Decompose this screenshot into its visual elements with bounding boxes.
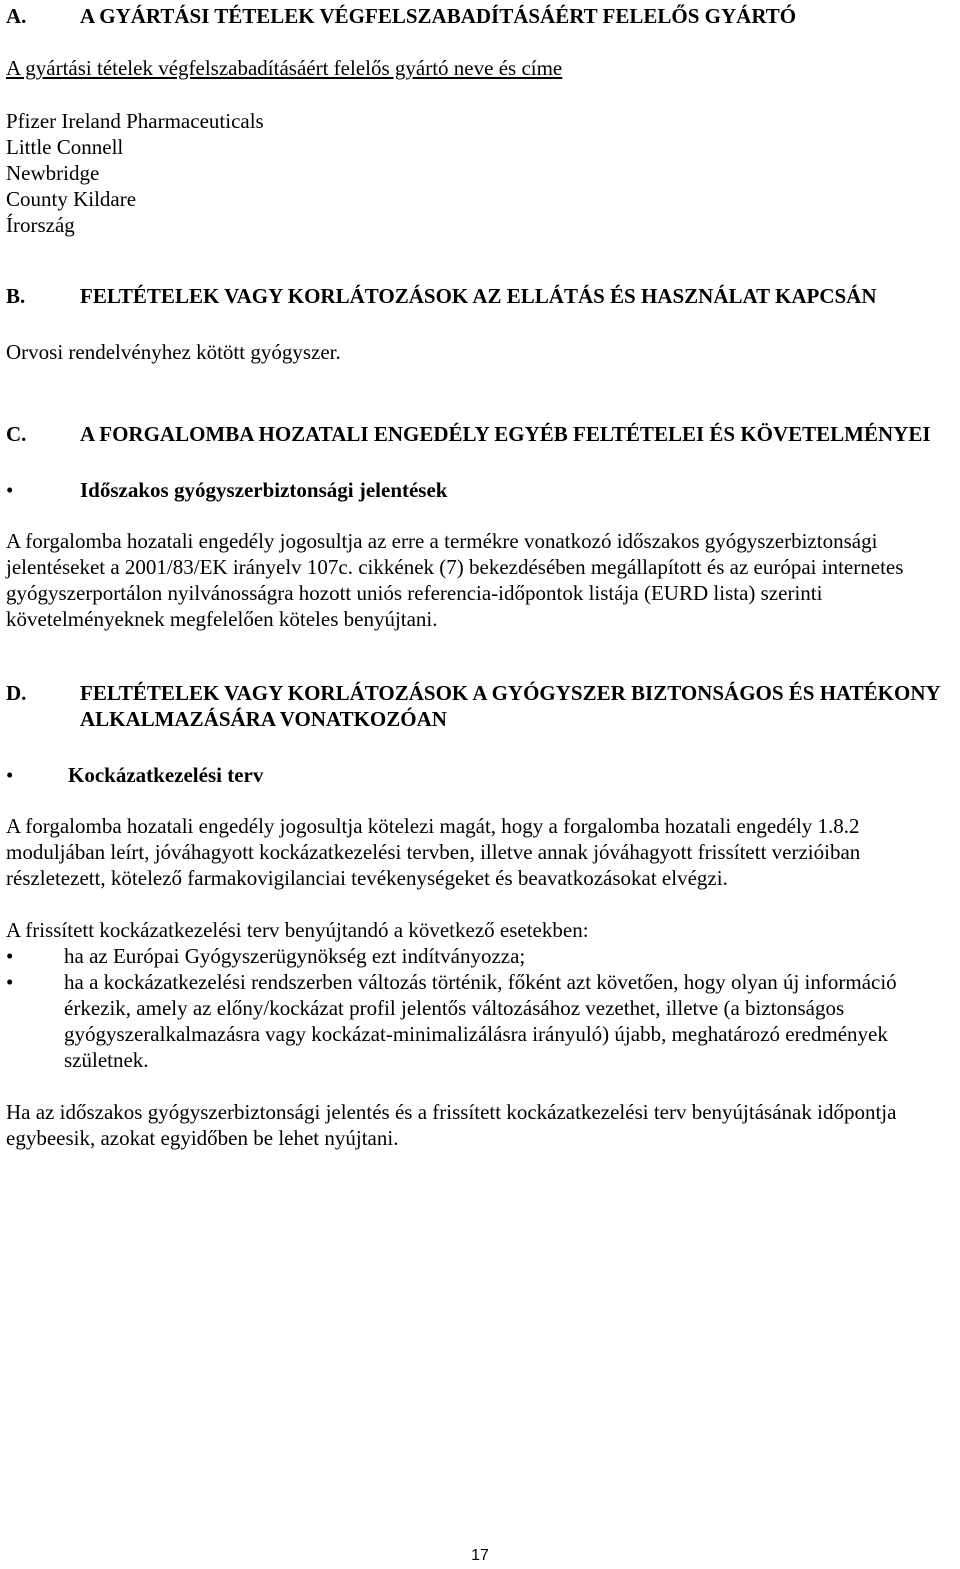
section-b-heading <box>6 283 954 309</box>
section-c-letter: C. <box>6 422 27 446</box>
section-d-heading <box>6 680 954 732</box>
psur-heading <box>6 477 954 503</box>
address-line: Írország <box>6 213 75 237</box>
list-item <box>6 969 954 1073</box>
document-page <box>6 0 954 1151</box>
rmp-heading-text: Kockázatkezelési terv <box>68 763 264 787</box>
rmp-heading <box>6 762 954 788</box>
address-line: County Kildare <box>6 187 137 211</box>
section-b-text: Orvosi rendelvényhez kötött gyógyszer. <box>6 340 341 364</box>
list-item-text: ha az Európai Gyógyszerügynökség ezt indítványozza; <box>64 944 526 968</box>
bullet-icon: • <box>6 478 14 502</box>
manufacturer-address <box>6 108 954 238</box>
list-item <box>6 943 954 969</box>
address-line: Little Connell <box>6 135 124 159</box>
section-d-letter: D. <box>6 681 27 705</box>
section-c-text: A forgalomba hozatali engedély jogosultja az erre a termékre vonatkozó időszakos gyógyszerbiztonsági jelentéseket a 2001/83/EK irányelv 107c. cikkének (7) bekezdésében megállapított és az európai internetes gyógyszerportálon nyilvánosságra hozott uniós referencia-időpontok listája (EURD lista) szerinti követelményeknek megfelelően köteles benyújtani. <box>6 529 904 631</box>
address-line: Newbridge <box>6 161 100 185</box>
section-a-letter: A. <box>6 4 27 28</box>
section-a-title: A GYÁRTÁSI TÉTELEK VÉGFELSZABADÍTÁSÁÉRT FELELŐS GYÁRTÓ <box>80 4 797 28</box>
rmp-submission-list <box>6 943 954 1073</box>
psur-heading-text: Időszakos gyógyszerbiztonsági jelentések <box>80 478 448 502</box>
bullet-icon: • <box>6 763 14 787</box>
bullet-icon: • <box>6 970 14 994</box>
section-c-title: A FORGALOMBA HOZATALI ENGEDÉLY EGYÉB FELTÉTELEI ÉS KÖVETELMÉNYEI <box>80 422 931 446</box>
manufacturer-subtitle: A gyártási tételek végfelszabadításáért felelős gyártó neve és címe <box>6 56 563 80</box>
section-d-text-3: Ha az időszakos gyógyszerbiztonsági jelentés és a frissített kockázatkezelési terv benyújtásának időpontja egybeesik, azokat egyidőben be lehet nyújtani. <box>6 1100 897 1150</box>
list-item-text: ha a kockázatkezelési rendszerben változás történik, főként azt követően, hogy olyan új információ érkezik, amely az előny/kockázat profil jelentős változásához vezethet, illetve (a biztonságos gyógyszeralkalmazásra vagy kockázat-minimalizálásra irányuló) újabb, meghatározó eredmények születnek. <box>64 970 897 1072</box>
section-b-letter: B. <box>6 284 26 308</box>
bullet-icon: • <box>6 944 14 968</box>
address-line: Pfizer Ireland Pharmaceuticals <box>6 109 264 133</box>
section-b-title: FELTÉTELEK VAGY KORLÁTOZÁSOK AZ ELLÁTÁS ÉS HASZNÁLAT KAPCSÁN <box>80 284 877 308</box>
section-d-text-2: A frissített kockázatkezelési terv benyújtandó a következő esetekben: <box>6 918 589 942</box>
section-a-heading <box>6 3 954 29</box>
page-number: 17 <box>471 1547 489 1564</box>
section-c-heading <box>6 421 954 447</box>
section-d-text-1: A forgalomba hozatali engedély jogosultja kötelezi magát, hogy a forgalomba hozatali engedély 1.8.2 moduljában leírt, jóváhagyott kockázatkezelési tervben, illetve annak jóváhagyott frissített verzióiban részletezett, kötelező farmakovigilanciai tevékenységeket és beavatkozásokat elvégzi. <box>6 814 861 890</box>
section-d-title: FELTÉTELEK VAGY KORLÁTOZÁSOK A GYÓGYSZER BIZTONSÁGOS ÉS HATÉKONY ALKALMAZÁSÁRA VONATKOZÓAN <box>80 681 940 731</box>
